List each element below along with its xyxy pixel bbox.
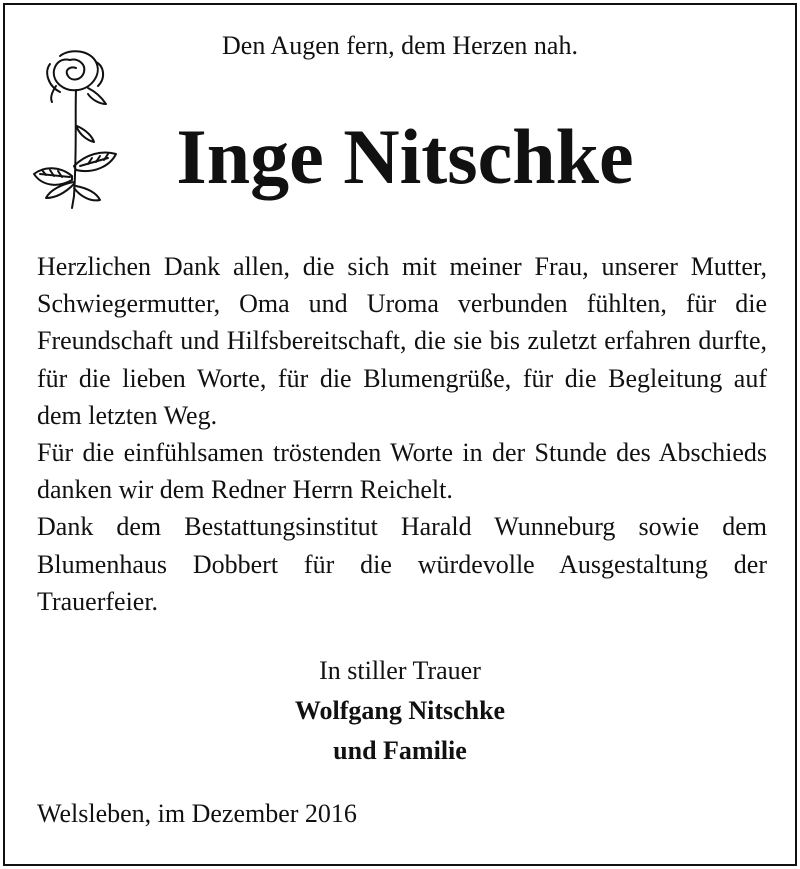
signature-line-mourning: In stiller Trauer	[319, 656, 481, 685]
body-paragraph-undertaker: Dank dem Bestattungsinstitut Harald Wunneburg sowie dem Blumenhaus Dobbert für die würdevolle Ausgestaltung der Trauerfeier.	[37, 512, 767, 616]
motto: Den Augen fern, dem Herzen nah.	[222, 31, 578, 60]
body-paragraph-thanks: Herzlichen Dank allen, die sich mit meiner Frau, unserer Mutter, Schwiegermutter, Oma und Uroma verbunden fühlten, für die Freundschaft und Hilfsbereitschaft, die sie bis zuletzt erfahren durfte, für die lieben Worte, für die Blumengrüße, für die Begleitung auf dem letzten Weg.	[37, 252, 767, 430]
signature-line-name: Wolfgang Nitschke	[294, 696, 506, 725]
body-paragraph-speaker: Für die einfühlsamen tröstenden Worte in der Stunde des Abschieds danken wir dem Redner Herrn Reichelt.	[37, 438, 767, 505]
deceased-name	[20, 112, 800, 202]
place-and-date: Welsleben, im Dezember 2016	[37, 799, 357, 828]
signature-line-family: und Familie	[333, 736, 467, 765]
notice-body	[37, 248, 767, 620]
deceased-name-text: Inge Nitschke	[176, 113, 634, 200]
signature-block	[0, 651, 800, 771]
